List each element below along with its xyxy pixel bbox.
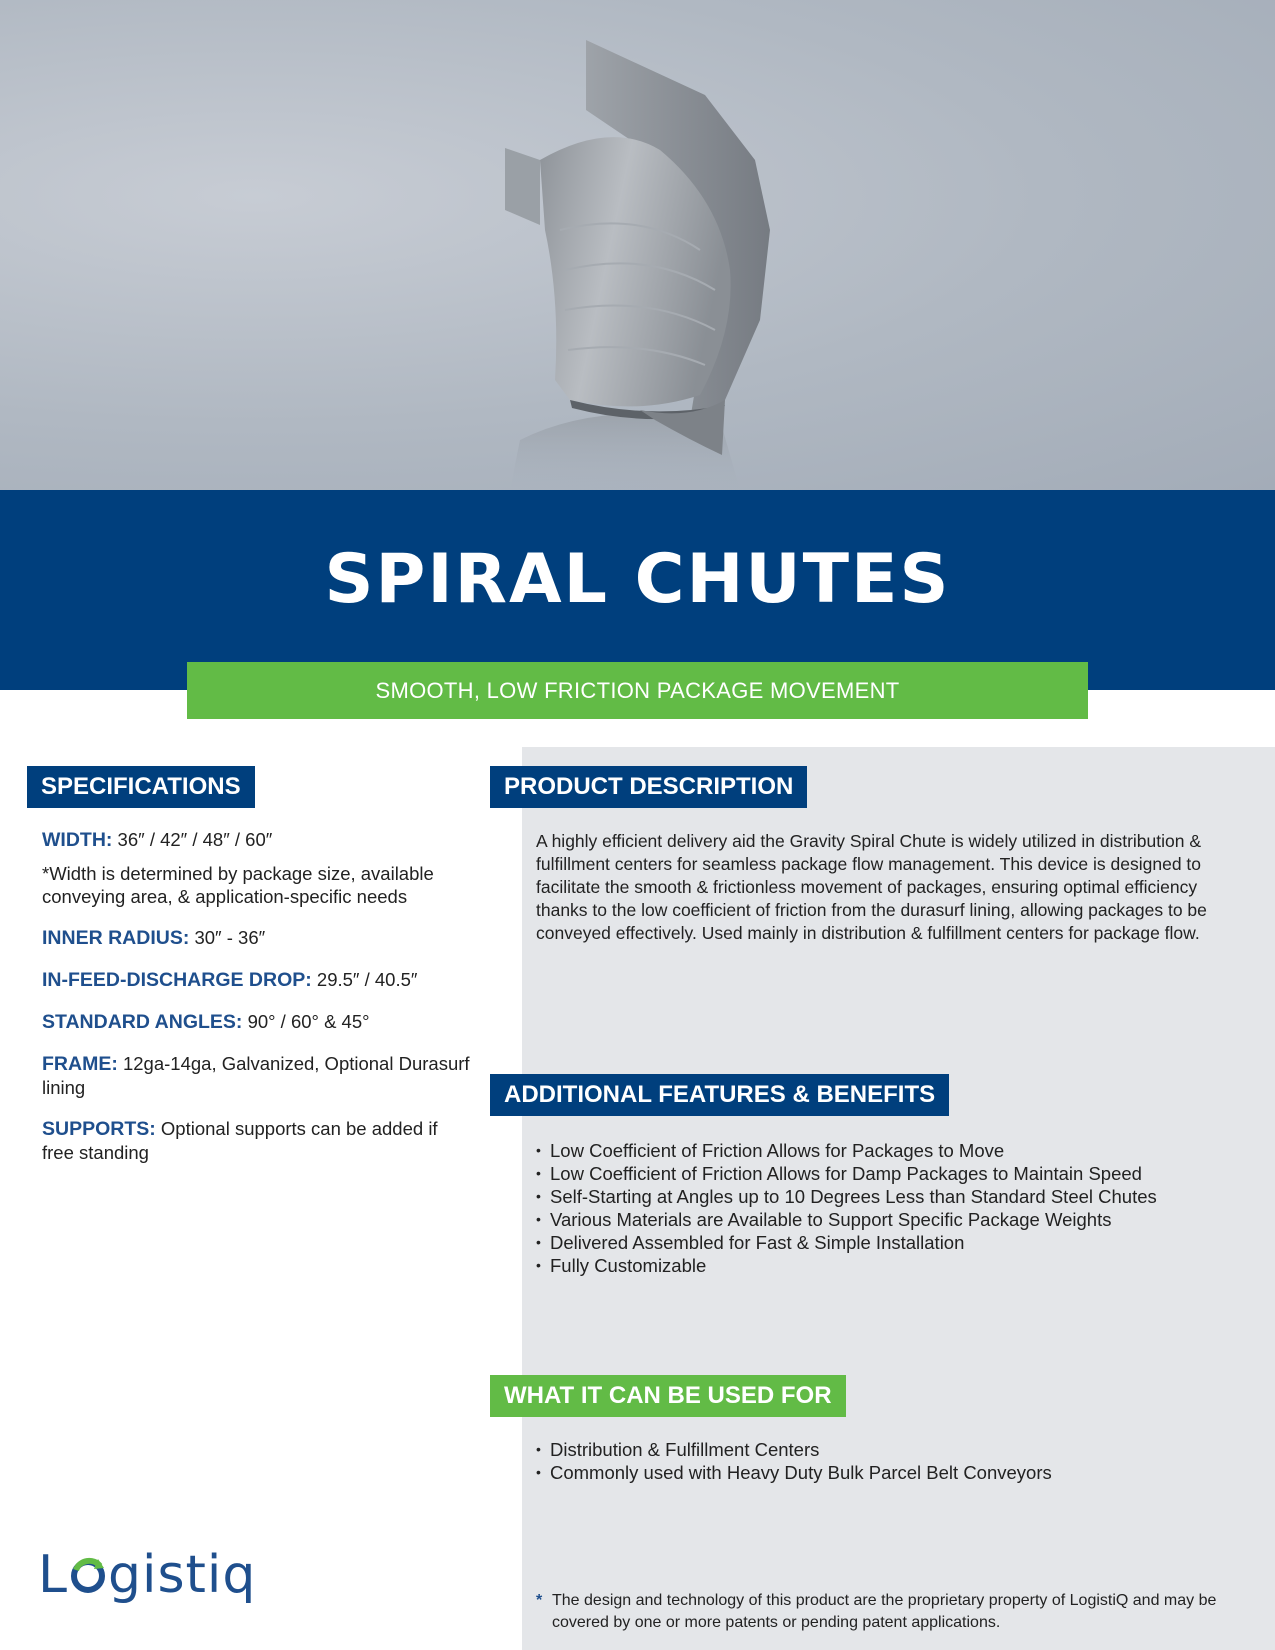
spec-width-note: *Width is determined by package size, available conveying area, & application-specific needs bbox=[42, 863, 434, 907]
specifications-heading: SPECIFICATIONS bbox=[27, 766, 255, 808]
spec-angles bbox=[42, 1010, 472, 1034]
footnote bbox=[536, 1590, 1236, 1634]
logo-text-end: gistiq bbox=[107, 1545, 257, 1605]
list-item: • Fully Customizable bbox=[536, 1254, 1236, 1277]
spec-drop bbox=[42, 968, 472, 992]
uses-list bbox=[536, 1438, 1236, 1484]
list-item: • Distribution & Fulfillment Centers bbox=[536, 1438, 1236, 1461]
spec-value: 12ga-14ga, Galvanized, Optional Durasurf lining bbox=[42, 1053, 470, 1098]
spec-inner-radius bbox=[42, 926, 472, 950]
spec-width bbox=[42, 828, 472, 852]
list-item: • Various Materials are Available to Support Specific Package Weights bbox=[536, 1208, 1236, 1231]
spiral-chute-render bbox=[0, 0, 1275, 490]
spec-label: WIDTH: bbox=[42, 829, 113, 851]
features-list bbox=[536, 1139, 1236, 1277]
spec-value: Optional supports can be added if free standing bbox=[42, 1118, 438, 1163]
spec-label: FRAME: bbox=[42, 1053, 118, 1075]
list-item: • Commonly used with Heavy Duty Bulk Parcel Belt Conveyors bbox=[536, 1461, 1236, 1484]
spec-label: STANDARD ANGLES: bbox=[42, 1011, 243, 1033]
footnote-asterisk: * bbox=[536, 1592, 543, 1609]
specifications-list bbox=[42, 828, 472, 1182]
uses-heading: WHAT IT CAN BE USED FOR bbox=[490, 1375, 846, 1417]
spec-label: IN-FEED-DISCHARGE DROP: bbox=[42, 969, 312, 991]
spec-value: 29.5″ / 40.5″ bbox=[316, 969, 418, 990]
logo-o-icon bbox=[68, 1546, 108, 1598]
product-description-text: A highly efficient delivery aid the Gravity Spiral Chute is widely utilized in distribution & fulfillment centers for seamless package flow management. This device is designed to facilitate the smooth & frictionless movement of packages, ensuring optimal efficiency thanks to the low coefficient of friction from the durasurf lining, allowing packages to be conveyed effectively. Used mainly in distribution & fulfillment centers for package flow. bbox=[536, 831, 1207, 943]
features-heading: ADDITIONAL FEATURES & BENEFITS bbox=[490, 1074, 949, 1116]
spec-frame bbox=[42, 1052, 472, 1099]
page-title: SPIRAL CHUTES bbox=[324, 540, 951, 619]
footnote-text: The design and technology of this product are the proprietary property of LogistiQ and may be covered by one or more patents or pending patent applications. bbox=[552, 1592, 1217, 1631]
logistiq-logo bbox=[38, 1545, 256, 1615]
spec-value: 36″ / 42″ / 48″ / 60″ bbox=[117, 829, 273, 850]
logo-text-start: L bbox=[38, 1545, 68, 1605]
subtitle-banner: SMOOTH, LOW FRICTION PACKAGE MOVEMENT bbox=[187, 662, 1088, 719]
product-description-heading: PRODUCT DESCRIPTION bbox=[490, 766, 807, 808]
spec-label: SUPPORTS: bbox=[42, 1118, 156, 1140]
spec-value: 90° / 60° & 45° bbox=[247, 1011, 370, 1032]
list-item: • Low Coefficient of Friction Allows for Packages to Move bbox=[536, 1139, 1236, 1162]
list-item: • Low Coefficient of Friction Allows for Damp Packages to Maintain Speed bbox=[536, 1162, 1236, 1185]
spec-supports bbox=[42, 1117, 472, 1164]
spec-label: INNER RADIUS: bbox=[42, 927, 190, 949]
spec-value: 30″ - 36″ bbox=[194, 927, 266, 948]
hero-image bbox=[0, 0, 1275, 490]
list-item: • Self-Starting at Angles up to 10 Degrees Less than Standard Steel Chutes bbox=[536, 1185, 1236, 1208]
list-item: • Delivered Assembled for Fast & Simple Installation bbox=[536, 1231, 1236, 1254]
